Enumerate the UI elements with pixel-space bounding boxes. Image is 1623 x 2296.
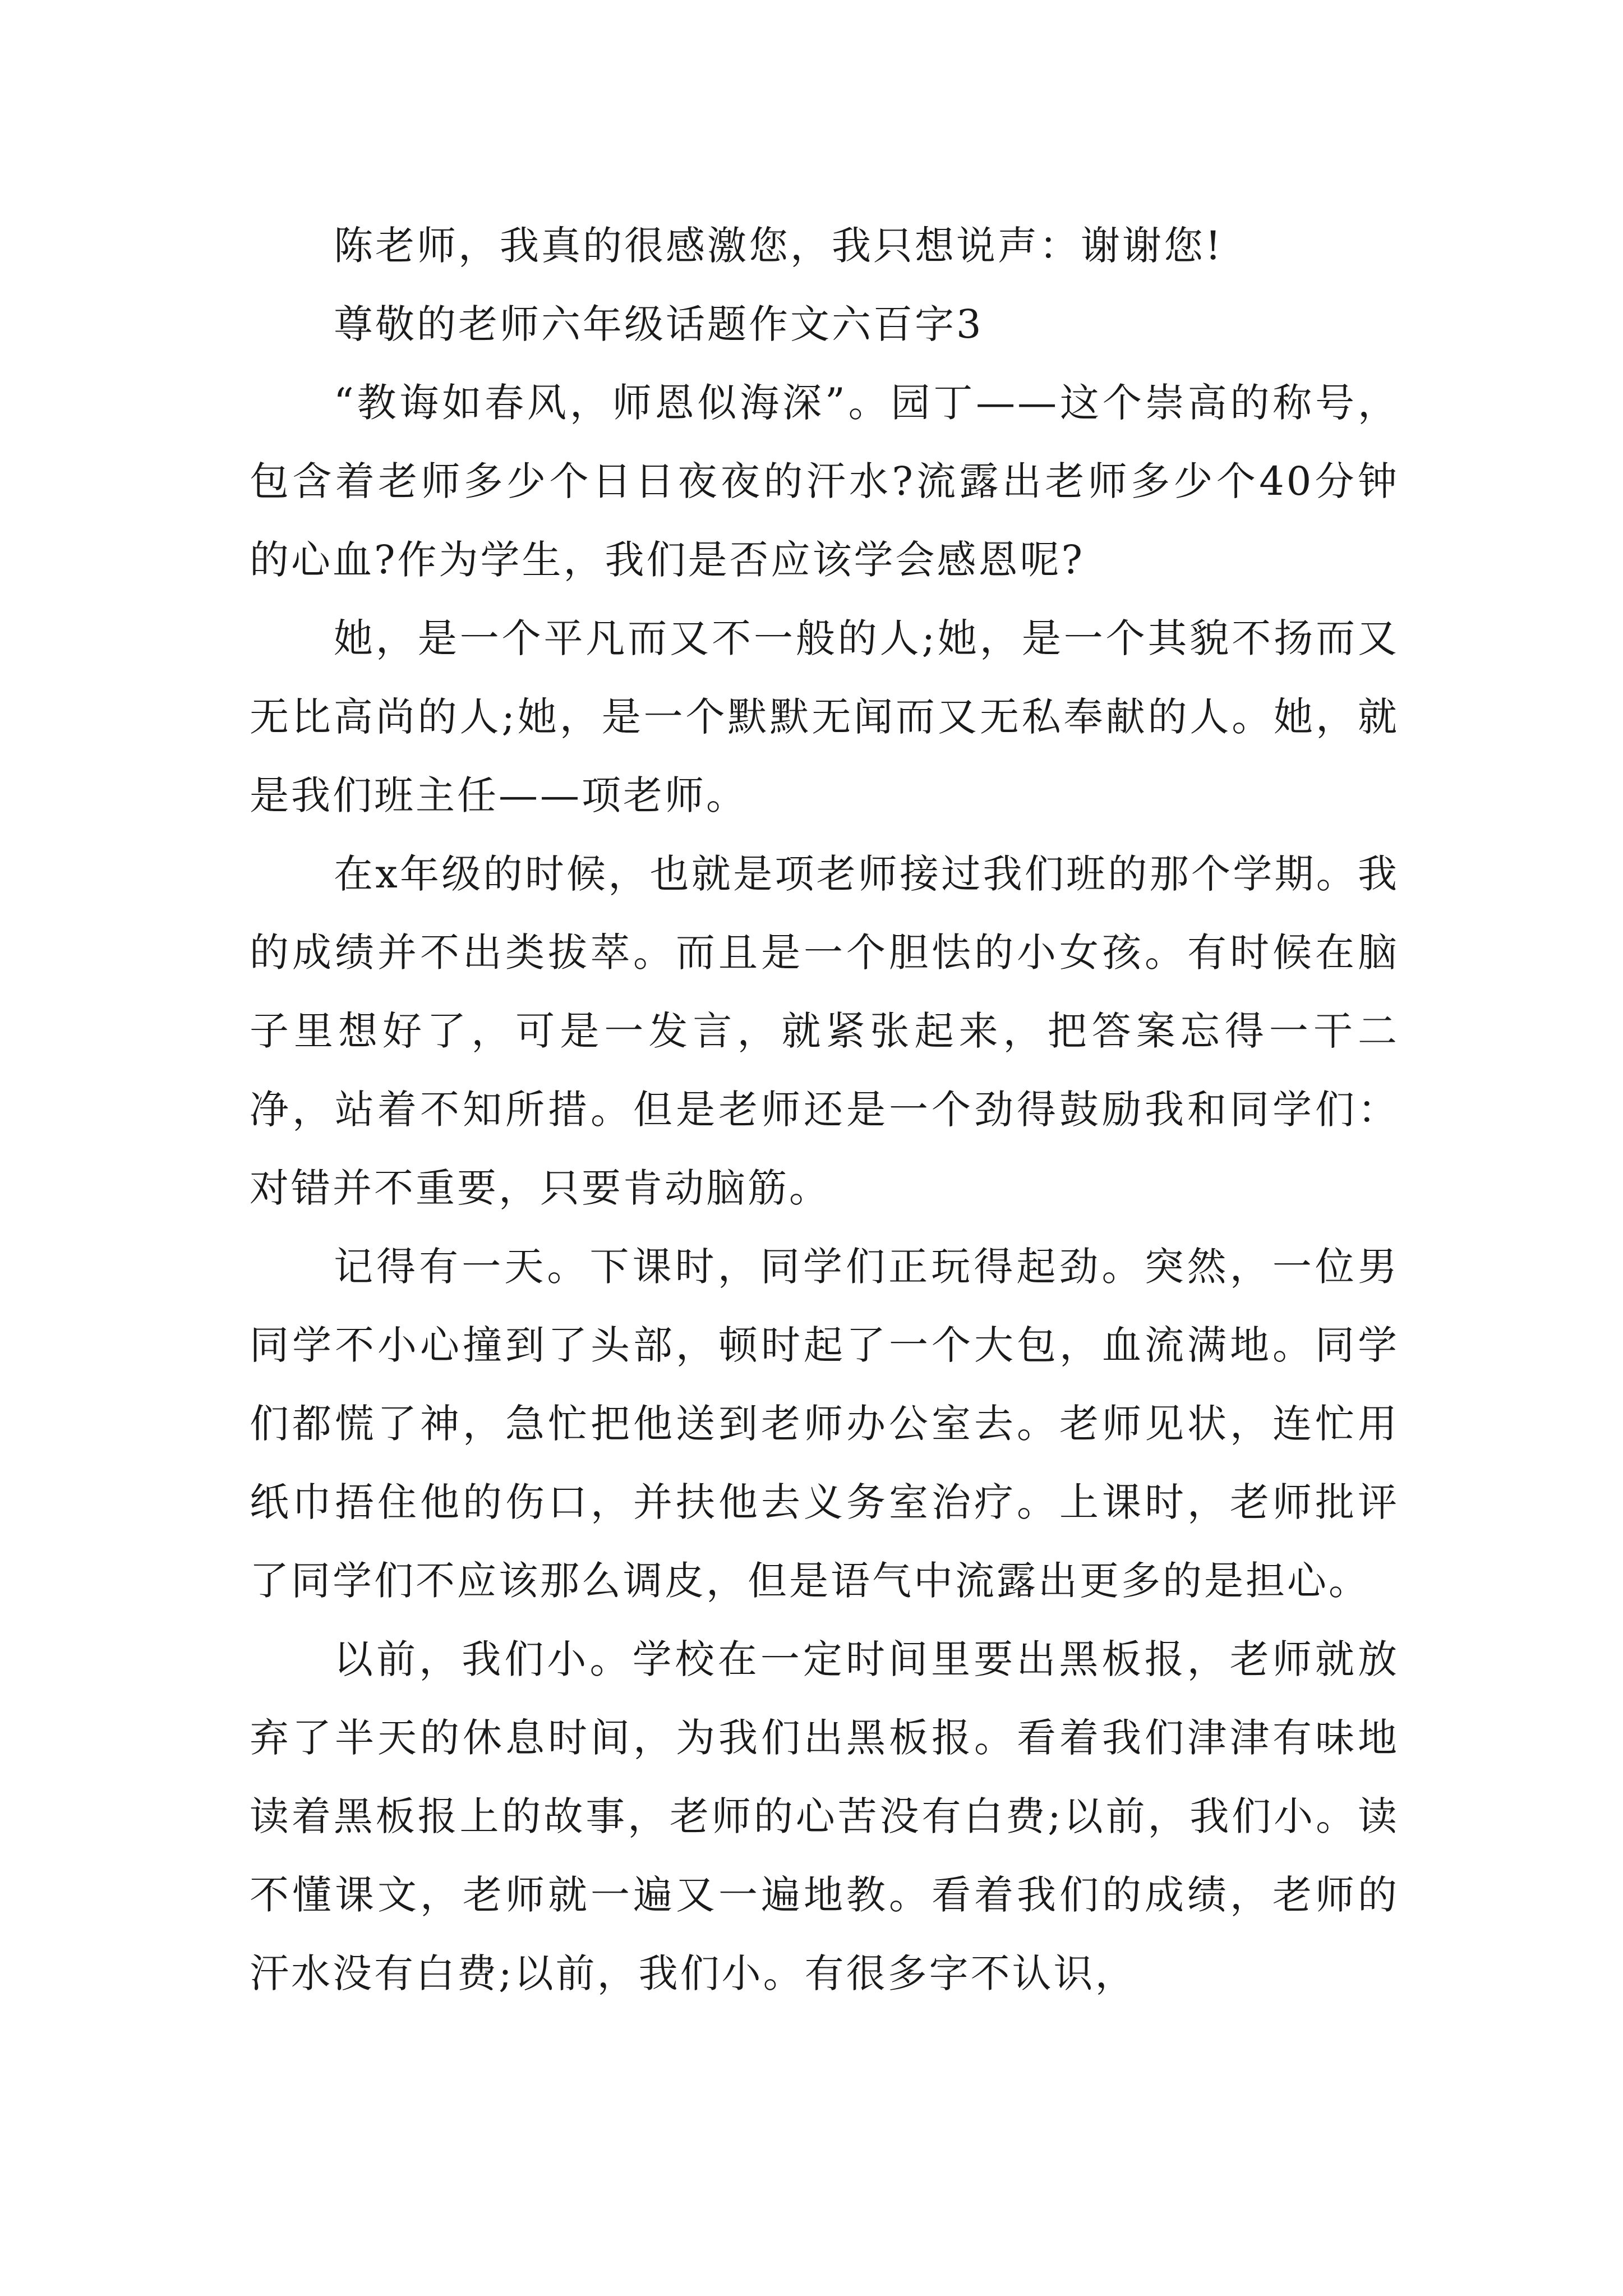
body-paragraph: 在x年级的时候，也就是项老师接过我们班的那个学期。我的成绩并不出类拔萃。而且是一个胆怯的小女孩。有时候在脑子里想好了，可是一发言，就紧张起来，把答案忘得一干二净，站着不知所措。但是老师还是一个劲得鼓励我和同学们：对错并不重要，只要肯动脑筋。 — [250, 851, 1399, 1211]
body-paragraph: 她，是一个平凡而又不一般的人;她，是一个其貌不扬而又无比高尚的人;她，是一个默默无闻而又无私奉献的人。她，就是我们班主任——项老师。 — [250, 615, 1399, 818]
essay-title: 尊敬的老师六年级话题作文六百字3 — [334, 301, 984, 347]
body-paragraph: 记得有一天。下课时，同学们正玩得起劲。突然，一位男同学不小心撞到了头部，顿时起了一个大包，血流满地。同学们都慌了神，急忙把他送到老师办公室去。老师见状，连忙用纸巾捂住他的伤口，并扶他去义务室治疗。上课时，老师批评了同学们不应该那么调皮，但是语气中流露出更多的是担心。 — [250, 1244, 1399, 1604]
closing-paragraph: 陈老师，我真的很感激您，我只想说声：谢谢您! — [334, 223, 1224, 269]
body-paragraph: “教诲如春风，师恩似海深”。园丁——这个崇高的称号，包含着老师多少个日日夜夜的汗水?流露出老师多少个40分钟的心血?作为学生，我们是否应该学会感恩呢? — [250, 380, 1399, 583]
body-paragraph: 以前，我们小。学校在一定时间里要出黑板报，老师就放弃了半天的休息时间，为我们出黑板报。看着我们津津有味地读着黑板报上的故事，老师的心苦没有白费;以前，我们小。读不懂课文，老师就一遍又一遍地教。看着我们的成绩，老师的汗水没有白费;以前，我们小。有很多字不认识， — [250, 1636, 1399, 1996]
document-body — [250, 206, 1399, 2013]
